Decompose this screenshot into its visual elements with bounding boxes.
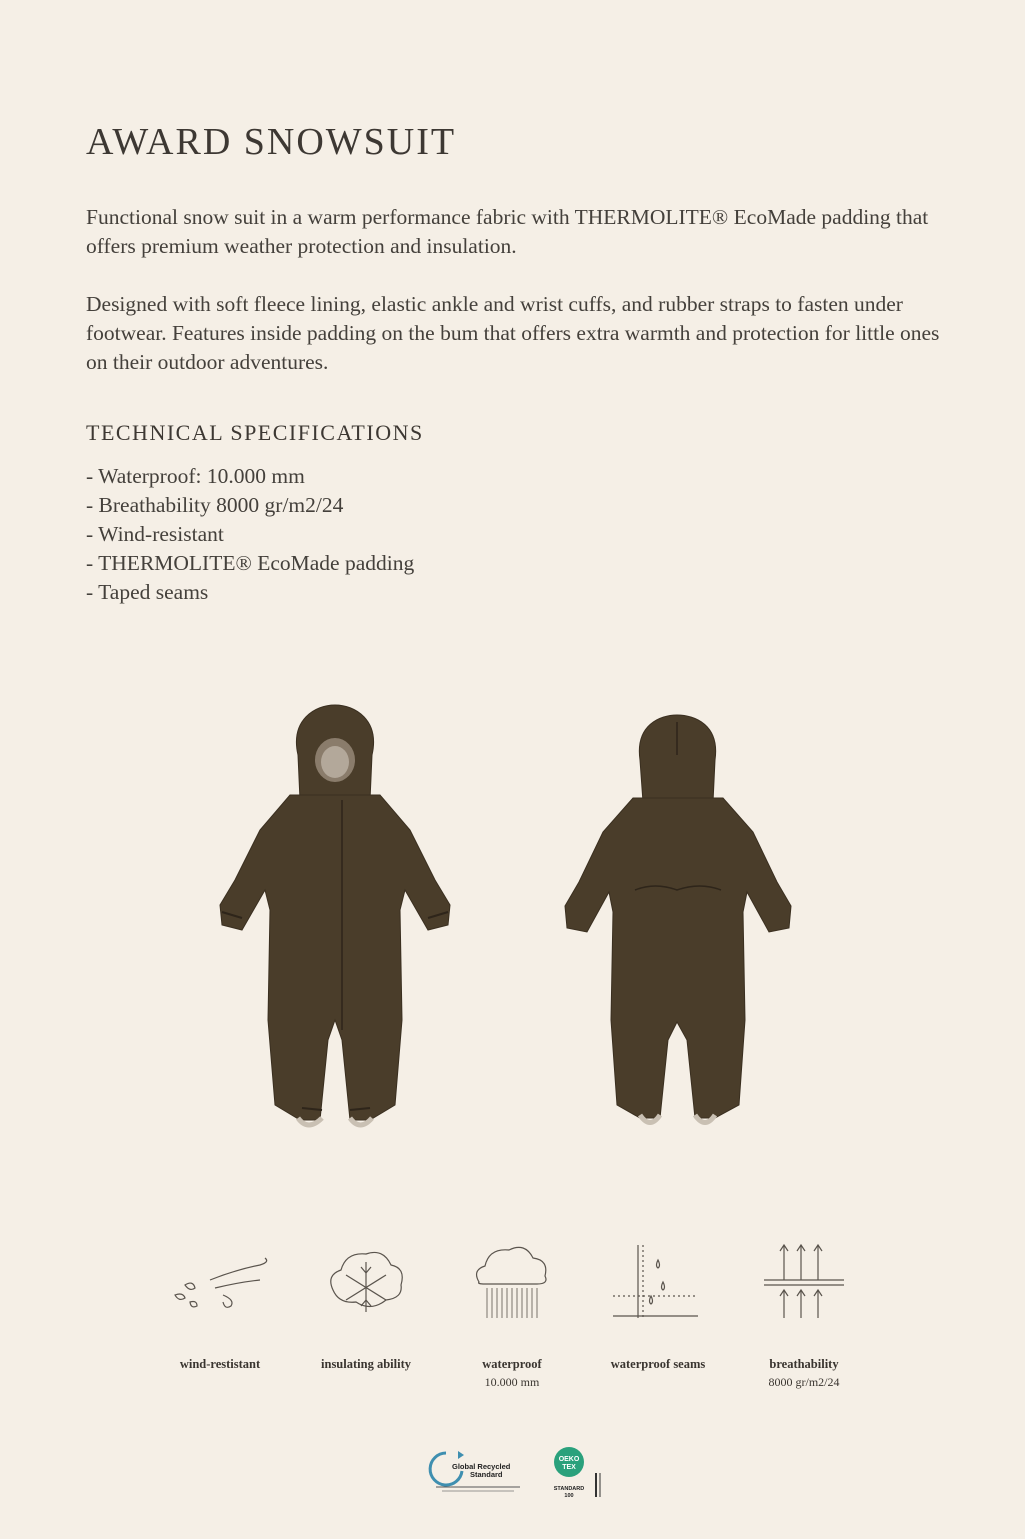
svg-text:STANDARD: STANDARD <box>553 1486 585 1492</box>
wind-icon <box>165 1240 275 1320</box>
feature-wind <box>145 1240 295 1372</box>
oeko-tex-logo <box>548 1445 608 1500</box>
page-title: AWARD SNOWSUIT <box>86 121 457 163</box>
snowsuit-front-image <box>210 700 460 1150</box>
breathability-arrows-icon <box>749 1240 859 1320</box>
snowsuit-back-image <box>555 710 800 1150</box>
description-paragraph-1: Functional snow suit in a warm performance fabric with THERMOLITE® EcoMade padding that offers premium weather protection and insulation. <box>86 205 929 258</box>
feature-waterproof-seams <box>583 1240 733 1372</box>
svg-text:TEX: TEX <box>562 1464 576 1471</box>
seams-drops-icon <box>603 1240 713 1320</box>
rain-cloud-icon <box>457 1240 567 1320</box>
feature-label: insulating ability <box>321 1357 411 1371</box>
feature-insulating <box>291 1240 441 1372</box>
snowflake-cloud-icon <box>311 1240 421 1320</box>
feature-breathability <box>729 1240 879 1390</box>
spec-item: - Breathability 8000 gr/m2/24 <box>86 493 344 517</box>
feature-label: waterproof seams <box>610 1357 706 1371</box>
spec-item: - Waterproof: 10.000 mm <box>86 464 305 488</box>
feature-sub: 10.000 mm <box>484 1375 540 1389</box>
feature-waterproof <box>437 1240 587 1390</box>
description-paragraph-2: Designed with soft fleece lining, elastic ankle and wrist cuffs, and rubber straps to fasten under footwear. Features inside padding on the bum that offers extra warmth and protection for little ones on their outdoor adventures. <box>86 292 940 374</box>
svg-text:100: 100 <box>564 1493 574 1499</box>
global-recycled-standard-logo <box>428 1445 528 1495</box>
svg-text:Global Recycled: Global Recycled <box>452 1462 511 1471</box>
feature-label: wind-restistant <box>179 1357 261 1371</box>
spec-item: - Wind-resistant <box>86 522 224 546</box>
feature-sub: 8000 gr/m2/24 <box>768 1375 840 1389</box>
spec-item: - THERMOLITE® EcoMade padding <box>86 551 415 575</box>
specs-heading: TECHNICAL SPECIFICATIONS <box>86 420 424 445</box>
specs-list <box>86 462 414 607</box>
feature-label: breathability <box>769 1357 839 1371</box>
svg-text:Standard: Standard <box>470 1470 503 1479</box>
svg-text:OEKO: OEKO <box>558 1456 580 1463</box>
feature-label: waterproof <box>482 1357 542 1371</box>
spec-item: - Taped seams <box>86 580 209 604</box>
